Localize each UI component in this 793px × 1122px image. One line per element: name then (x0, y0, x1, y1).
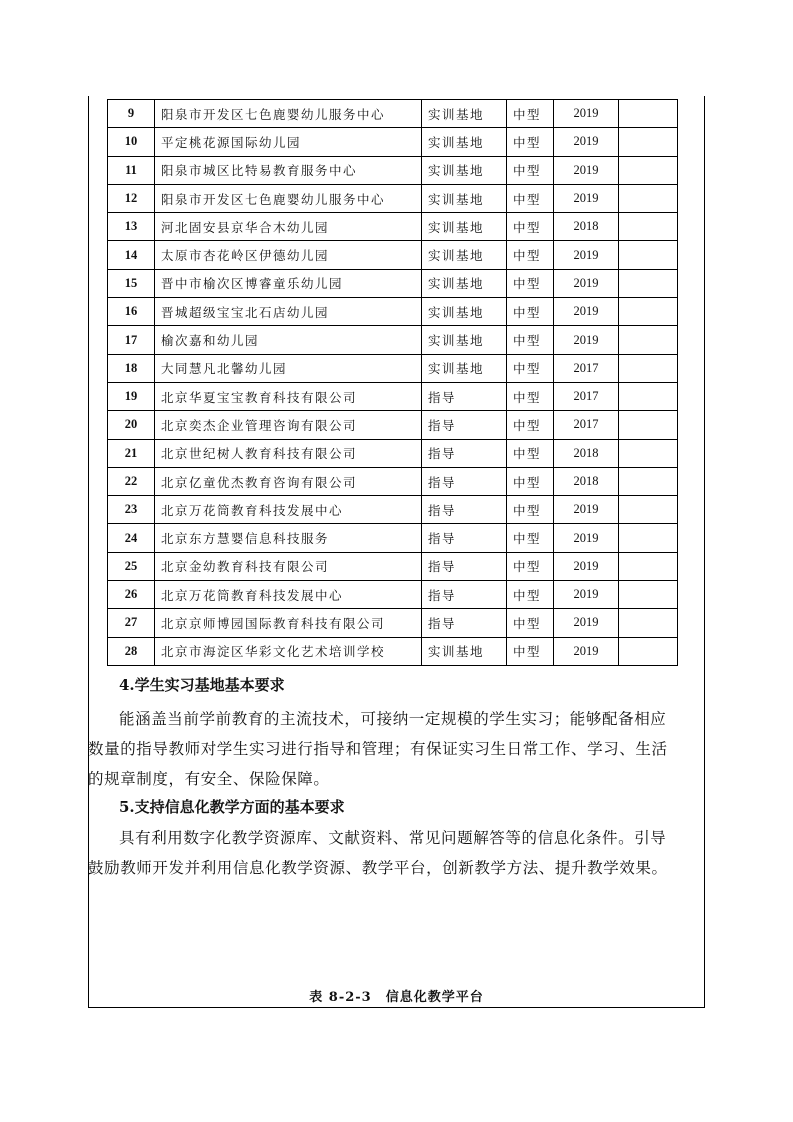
row-number: 17 (108, 326, 155, 354)
base-name: 北京金幼教育科技有限公司 (155, 552, 422, 580)
base-year: 2019 (554, 637, 619, 665)
base-type: 指导 (422, 439, 507, 467)
section-4-body (88, 704, 699, 794)
table-row (108, 326, 678, 354)
table-row (108, 411, 678, 439)
base-name: 平定桃花源国际幼儿园 (155, 128, 422, 156)
base-year: 2019 (554, 184, 619, 212)
base-type: 实训基地 (422, 269, 507, 297)
base-year: 2019 (554, 496, 619, 524)
base-type: 实训基地 (422, 241, 507, 269)
row-number: 25 (108, 552, 155, 580)
section-5-line: 鼓励教师开发并利用信息化教学资源、教学平台，创新教学方法、提升教学效果。 (88, 859, 668, 877)
row-number: 13 (108, 213, 155, 241)
base-name: 阳泉市开发区七色鹿婴幼儿服务中心 (155, 184, 422, 212)
base-size: 中型 (507, 100, 554, 128)
row-number: 23 (108, 496, 155, 524)
row-number: 24 (108, 524, 155, 552)
table-row (108, 213, 678, 241)
table-row (108, 241, 678, 269)
section-5-heading: 5.支持信息化教学方面的基本要求 (119, 798, 345, 816)
base-name: 北京奕杰企业管理咨询有限公司 (155, 411, 422, 439)
base-size: 中型 (507, 213, 554, 241)
table-row (108, 184, 678, 212)
base-note (619, 354, 678, 382)
table-row (108, 156, 678, 184)
base-name: 榆次嘉和幼儿园 (155, 326, 422, 354)
table-row (108, 524, 678, 552)
base-name: 太原市杏花岭区伊德幼儿园 (155, 241, 422, 269)
table-row (108, 100, 678, 128)
table-caption: 表 8-2-3 信息化教学平台 (309, 990, 484, 1005)
base-year: 2018 (554, 439, 619, 467)
base-size: 中型 (507, 552, 554, 580)
base-year: 2019 (554, 524, 619, 552)
table-row (108, 467, 678, 495)
base-type: 指导 (422, 496, 507, 524)
row-number: 19 (108, 382, 155, 410)
base-note (619, 552, 678, 580)
base-name: 北京世纪树人教育科技有限公司 (155, 439, 422, 467)
base-note (619, 128, 678, 156)
base-note (619, 637, 678, 665)
base-size: 中型 (507, 439, 554, 467)
base-size: 中型 (507, 467, 554, 495)
table-row (108, 637, 678, 665)
base-year: 2017 (554, 382, 619, 410)
table-row (108, 496, 678, 524)
base-note (619, 609, 678, 637)
base-year: 2019 (554, 552, 619, 580)
table-body (108, 100, 678, 666)
row-number: 11 (108, 156, 155, 184)
base-name: 阳泉市城区比特易教育服务中心 (155, 156, 422, 184)
table-row (108, 382, 678, 410)
base-size: 中型 (507, 298, 554, 326)
base-type: 实训基地 (422, 184, 507, 212)
base-size: 中型 (507, 524, 554, 552)
base-size: 中型 (507, 128, 554, 156)
base-size: 中型 (507, 354, 554, 382)
base-type: 实训基地 (422, 298, 507, 326)
table-row (108, 269, 678, 297)
base-name: 北京华夏宝宝教育科技有限公司 (155, 382, 422, 410)
row-number: 22 (108, 467, 155, 495)
table-row (108, 552, 678, 580)
base-type: 实训基地 (422, 326, 507, 354)
base-size: 中型 (507, 184, 554, 212)
row-number: 14 (108, 241, 155, 269)
base-note (619, 581, 678, 609)
base-size: 中型 (507, 269, 554, 297)
base-note (619, 184, 678, 212)
base-year: 2019 (554, 100, 619, 128)
base-year: 2019 (554, 156, 619, 184)
base-note (619, 326, 678, 354)
base-name: 北京京师博园国际教育科技有限公司 (155, 609, 422, 637)
table-row (108, 298, 678, 326)
base-size: 中型 (507, 496, 554, 524)
base-year: 2019 (554, 298, 619, 326)
table-row (108, 581, 678, 609)
base-type: 实训基地 (422, 128, 507, 156)
base-type: 指导 (422, 524, 507, 552)
base-size: 中型 (507, 637, 554, 665)
base-year: 2018 (554, 467, 619, 495)
base-type: 实训基地 (422, 637, 507, 665)
base-year: 2019 (554, 609, 619, 637)
section-5-line: 具有利用数字化教学资源库、文献资料、常见问题解答等的信息化条件。引导 (119, 829, 667, 847)
row-number: 15 (108, 269, 155, 297)
base-name: 河北固安县京华合木幼儿园 (155, 213, 422, 241)
base-name: 北京万花筒教育科技发展中心 (155, 581, 422, 609)
base-name: 阳泉市开发区七色鹿婴幼儿服务中心 (155, 100, 422, 128)
base-note (619, 241, 678, 269)
base-note (619, 156, 678, 184)
base-name: 大同慧凡北馨幼儿园 (155, 354, 422, 382)
base-year: 2018 (554, 213, 619, 241)
base-year: 2019 (554, 581, 619, 609)
section-5-body (88, 823, 699, 883)
base-size: 中型 (507, 241, 554, 269)
base-note (619, 467, 678, 495)
table-row (108, 354, 678, 382)
base-year: 2019 (554, 326, 619, 354)
row-number: 28 (108, 637, 155, 665)
row-number: 21 (108, 439, 155, 467)
base-name: 晋中市榆次区博睿童乐幼儿园 (155, 269, 422, 297)
section-4-heading: 4.学生实习基地基本要求 (119, 676, 285, 694)
base-note (619, 524, 678, 552)
base-note (619, 298, 678, 326)
base-name: 北京亿童优杰教育咨询有限公司 (155, 467, 422, 495)
base-name: 北京东方慧婴信息科技服务 (155, 524, 422, 552)
base-note (619, 100, 678, 128)
table-row (108, 439, 678, 467)
base-size: 中型 (507, 609, 554, 637)
base-name: 北京市海淀区华彩文化艺术培训学校 (155, 637, 422, 665)
row-number: 9 (108, 100, 155, 128)
row-number: 12 (108, 184, 155, 212)
base-type: 实训基地 (422, 213, 507, 241)
base-type: 指导 (422, 467, 507, 495)
base-size: 中型 (507, 411, 554, 439)
base-type: 实训基地 (422, 156, 507, 184)
practice-base-table (107, 99, 678, 666)
base-year: 2017 (554, 354, 619, 382)
base-year: 2017 (554, 411, 619, 439)
base-year: 2019 (554, 269, 619, 297)
table-row (108, 609, 678, 637)
base-note (619, 411, 678, 439)
base-type: 实训基地 (422, 100, 507, 128)
base-year: 2019 (554, 128, 619, 156)
table-row (108, 128, 678, 156)
section-4-line: 的规章制度，有安全、保险保障。 (88, 770, 330, 788)
section-4-line: 能涵盖当前学前教育的主流技术，可接纳一定规模的学生实习；能够配备相应 (119, 710, 667, 728)
base-size: 中型 (507, 156, 554, 184)
base-name: 晋城超级宝宝北石店幼儿园 (155, 298, 422, 326)
base-year: 2019 (554, 241, 619, 269)
base-note (619, 496, 678, 524)
base-type: 指导 (422, 552, 507, 580)
row-number: 16 (108, 298, 155, 326)
base-type: 实训基地 (422, 354, 507, 382)
base-type: 指导 (422, 609, 507, 637)
row-number: 27 (108, 609, 155, 637)
base-type: 指导 (422, 382, 507, 410)
base-size: 中型 (507, 581, 554, 609)
base-note (619, 269, 678, 297)
base-note (619, 382, 678, 410)
base-type: 指导 (422, 581, 507, 609)
base-note (619, 439, 678, 467)
row-number: 26 (108, 581, 155, 609)
base-name: 北京万花筒教育科技发展中心 (155, 496, 422, 524)
base-note (619, 213, 678, 241)
row-number: 10 (108, 128, 155, 156)
base-size: 中型 (507, 326, 554, 354)
base-size: 中型 (507, 382, 554, 410)
section-4-line: 数量的指导教师对学生实习进行指导和管理；有保证实习生日常工作、学习、生活 (88, 740, 668, 758)
base-type: 指导 (422, 411, 507, 439)
row-number: 18 (108, 354, 155, 382)
row-number: 20 (108, 411, 155, 439)
